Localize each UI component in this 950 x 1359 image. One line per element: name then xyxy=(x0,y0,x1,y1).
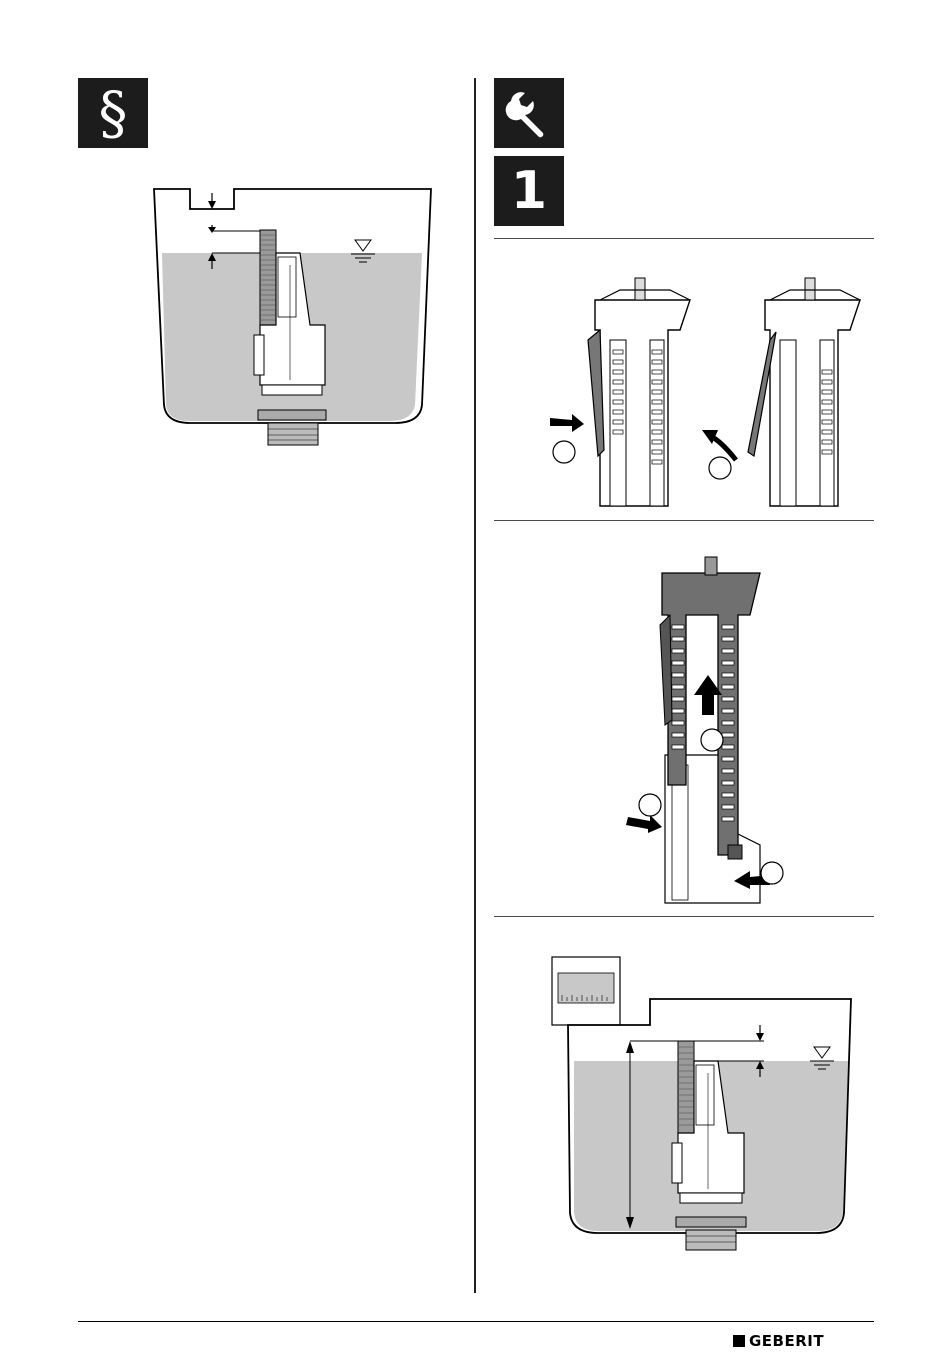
footer-rule xyxy=(78,1321,874,1322)
cistern-water-level-diagram xyxy=(150,185,435,450)
step-divider-1 xyxy=(494,238,874,239)
tool-box xyxy=(494,78,564,148)
fill-valve-right xyxy=(702,278,860,506)
logo-square-icon xyxy=(733,1335,745,1347)
geberit-logo xyxy=(733,1332,824,1350)
section-symbol: § xyxy=(98,79,128,147)
adjusted-level-diagram xyxy=(548,955,858,1255)
step-number-box xyxy=(494,156,564,226)
remove-clip-illustration xyxy=(540,270,870,508)
column-divider xyxy=(474,78,476,1293)
regulation-section-icon xyxy=(78,78,148,148)
step-divider-3 xyxy=(494,916,874,917)
extend-valve-illustration xyxy=(610,555,800,905)
brand-name: GEBERIT xyxy=(749,1332,825,1350)
step-divider-2 xyxy=(494,520,874,521)
fill-valve-left xyxy=(550,278,690,506)
step-number: 1 xyxy=(510,161,548,221)
wrench-icon xyxy=(503,87,555,139)
